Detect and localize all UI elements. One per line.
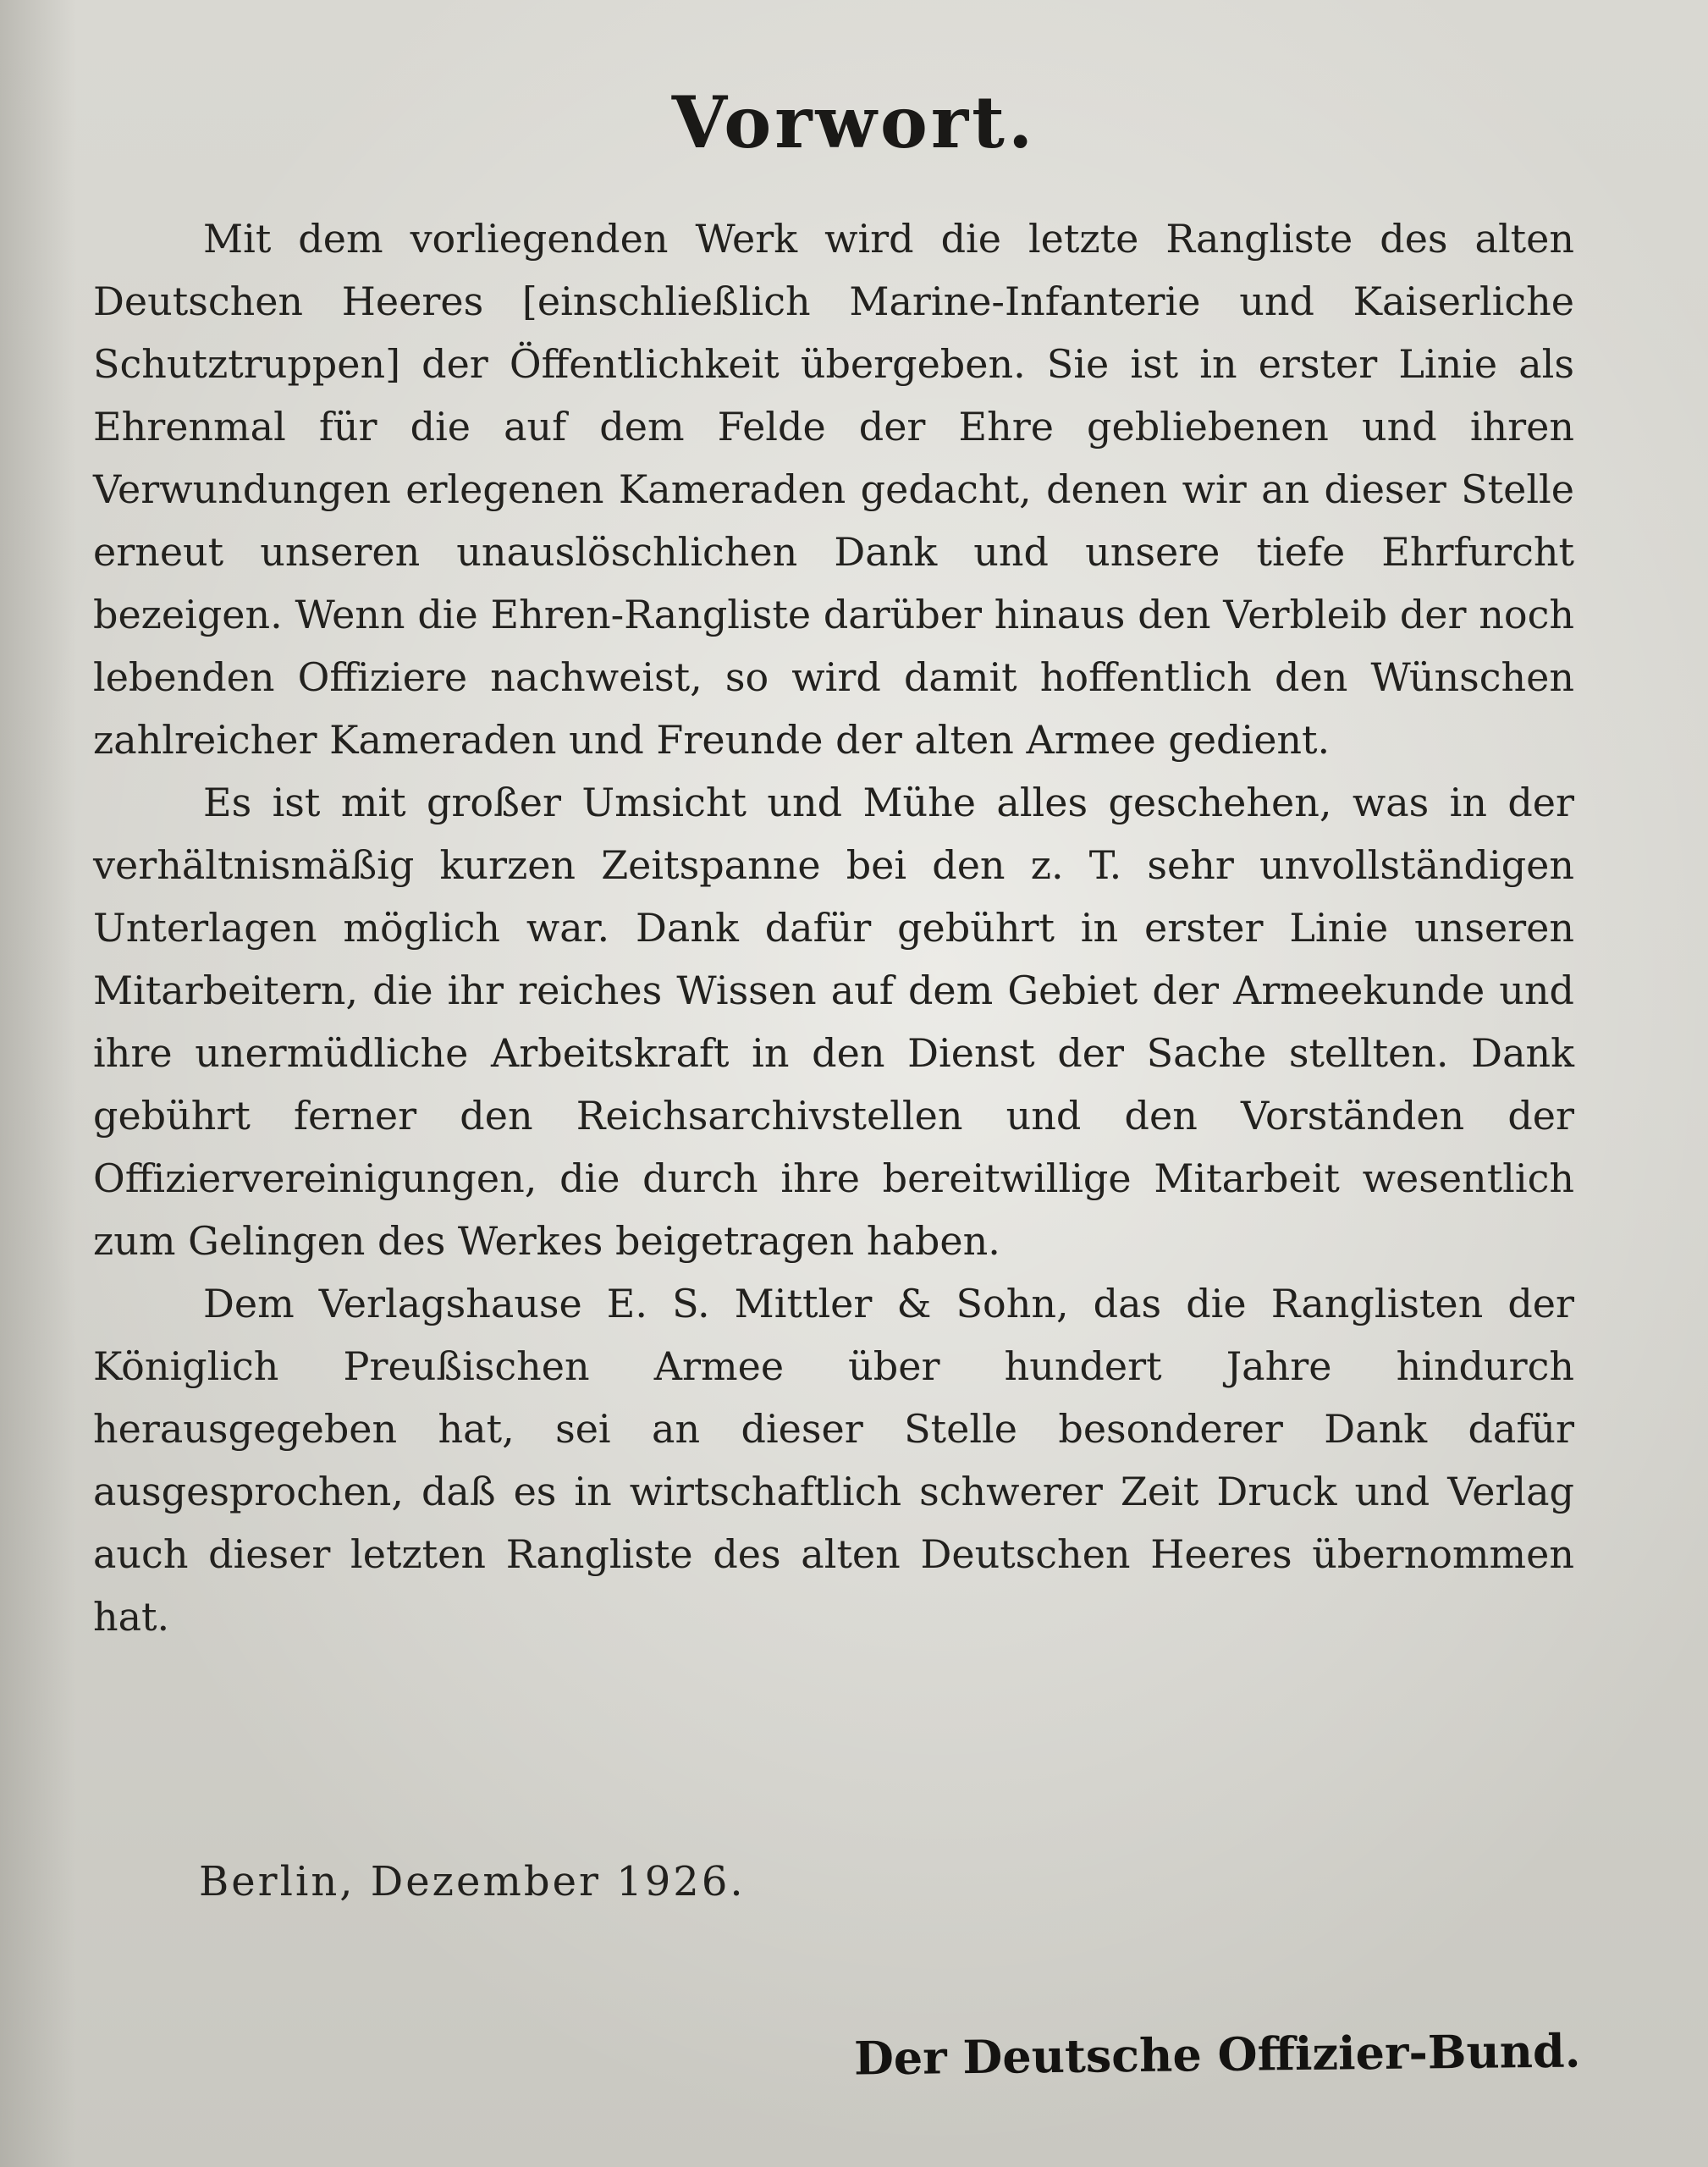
signature-line: Der Deutsche Offizier-Bund. bbox=[854, 2023, 1582, 2086]
paragraph-3: Dem Verlagshause E. S. Mittler & Sohn, das die Ranglisten der Königlich Preußischen Armee über hundert Jahre hindurch herausgegeben hat, sei an dieser Stelle besonderer Dank dafür ausgesprochen, daß es in wirtschaftlich schwerer Zeit Druck und Verlag auch dieser letzten Rangliste des alten Deutschen Heeres übernommen hat. bbox=[93, 1281, 1574, 1640]
page-gutter-shadow bbox=[0, 0, 76, 2167]
foreword-body bbox=[93, 207, 1574, 1648]
paragraph-1: Mit dem vorliegenden Werk wird die letzte Rangliste des alten Deutschen Heeres [einschließlich Marine-Infanterie und Kaiserliche Schutztruppen] der Öffentlichkeit übergeben. Sie ist in erster Linie als Ehrenmal für die auf dem Felde der Ehre gebliebenen und ihren Verwundungen erlegenen Kameraden gedacht, denen wir an dieser Stelle erneut unseren unauslöschlichen Dank und unsere tiefe Ehrfurcht bezeigen. Wenn die Ehren-Rangliste darüber hinaus den Verbleib der noch lebenden Offiziere nachweist, so wird damit hoffentlich den Wünschen zahlreicher Kameraden und Freunde der alten Armee gedient. bbox=[93, 216, 1574, 763]
page-title: Vorwort. bbox=[671, 80, 1037, 164]
place-and-date: Berlin, Dezember 1926. bbox=[199, 1858, 746, 1905]
paragraph-2: Es ist mit großer Umsicht und Mühe alles geschehen, was in der verhältnismäßig kurzen Zeitspanne bei den z. T. sehr unvollständigen Unterlagen möglich war. Dank dafür gebührt in erster Linie unseren Mitarbeitern, die ihr reiches Wissen auf dem Gebiet der Armeekunde und ihre unermüdliche Arbeitskraft in den Dienst der Sache stellten. Dank gebührt ferner den Reichsarchivstellen und den Vorständen der Offiziervereinigungen, die durch ihre bereitwillige Mitarbeit wesentlich zum Gelingen des Werkes beigetragen haben. bbox=[93, 780, 1574, 1264]
